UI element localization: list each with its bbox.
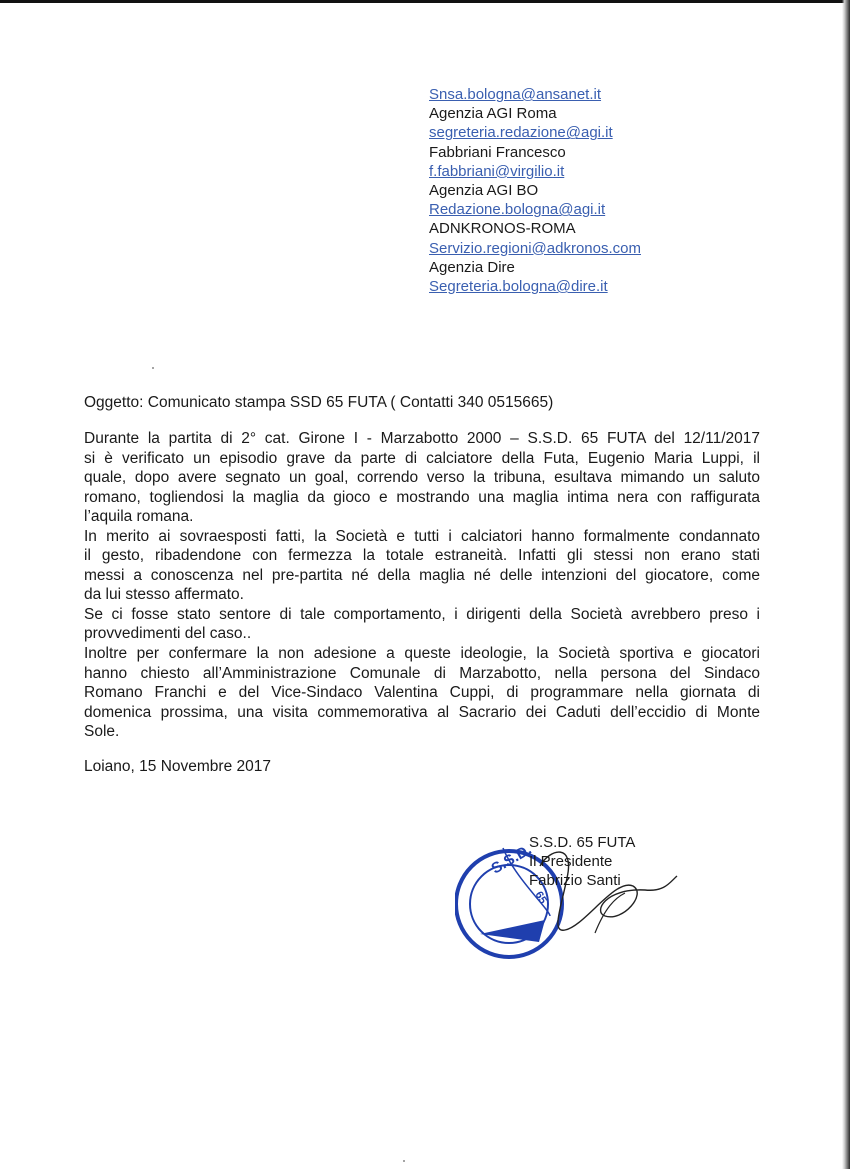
scan-speck xyxy=(152,367,154,369)
body-line: hanno chiesto all’Amministrazione Comunale di Marzabotto, nella persona del Sindaco xyxy=(84,664,760,682)
body-line: Inoltre per confermare la non adesione a queste ideologie, la Società sportiva e giocatori xyxy=(84,645,760,663)
signature-org: S.S.D. 65 FUTA xyxy=(529,834,636,851)
svg-text:65: 65 xyxy=(532,889,549,907)
stamp-text: S.S.D. xyxy=(488,841,535,878)
recipient-name: ADNKRONOS-ROMA xyxy=(429,220,576,238)
recipient-name: Agenzia AGI BO xyxy=(429,182,539,200)
body-line: In merito ai sovraesposti fatti, la Società e tutti i calciatori hanno formalmente condannato xyxy=(84,527,760,545)
recipient-name: Agenzia AGI Roma xyxy=(429,105,557,123)
signature-name: Fabrizio Santi xyxy=(529,872,621,889)
recipient-name: Fabbriani Francesco xyxy=(429,143,566,161)
recipient-email[interactable]: Segreteria.bologna@dire.it xyxy=(429,278,608,296)
body-line: quale, dopo avere segnato un goal, correndo verso la tribuna, esultava mimando un saluto xyxy=(84,469,760,487)
body-line: da lui stesso affermato. xyxy=(84,586,244,604)
recipient-email[interactable]: Servizio.regioni@adkronos.com xyxy=(429,239,641,257)
body-line: romano, togliendosi la maglia da gioco e mostrando una maglia intima nera con raffigurata xyxy=(84,488,760,506)
recipient-email[interactable]: segreteria.redazione@agi.it xyxy=(429,124,613,142)
signature-role: Il Presidente xyxy=(529,853,613,870)
subject-line: Oggetto: Comunicato stampa SSD 65 FUTA ( Contatti 340 0515665) xyxy=(84,394,554,411)
body-line: Se ci fosse stato sentore di tale comportamento, i dirigenti della Società avrebbero preso i xyxy=(84,605,760,623)
body-line: domenica prossima, una visita commemorativa al Sacrario dei Caduti dell’eccidio di Monte xyxy=(84,703,760,721)
body-line: il gesto, ribadendone con fermezza la totale estraneità. Infatti gli stessi non erano stati xyxy=(84,547,760,565)
body-line: l’aquila romana. xyxy=(84,508,194,526)
scan-speck xyxy=(403,1160,405,1162)
scan-edge-top xyxy=(0,0,850,3)
recipient-name: Agenzia Dire xyxy=(429,258,515,276)
body-line: si è verificato un episodio grave da parte di calciatore della Futa, Eugenio Maria Luppi, il xyxy=(84,449,760,467)
recipient-email[interactable]: f.fabbriani@virgilio.it xyxy=(429,162,565,180)
body-line: Sole. xyxy=(84,723,120,741)
scan-edge-right xyxy=(842,0,850,1169)
letter-body xyxy=(84,429,760,742)
recipient-email[interactable]: Snsa.bologna@ansanet.it xyxy=(429,86,602,103)
body-line: Romano Franchi e del Vice-Sindaco Valentina Cuppi, di programmare nella giornata di xyxy=(84,684,760,702)
body-line: messi a conoscenza nel pre-partita né della maglia né delle intenzioni del giocatore, come xyxy=(84,566,760,584)
body-line: Durante la partita di 2° cat. Girone I - Marzabotto 2000 – S.S.D. 65 FUTA del 12/11/2017 xyxy=(84,430,760,447)
body-line: provvedimenti del caso.. xyxy=(84,625,252,643)
recipient-list xyxy=(429,85,809,296)
signature-block xyxy=(529,833,635,890)
place-and-date: Loiano, 15 Novembre 2017 xyxy=(84,758,271,775)
recipient-email[interactable]: Redazione.bologna@agi.it xyxy=(429,201,606,219)
